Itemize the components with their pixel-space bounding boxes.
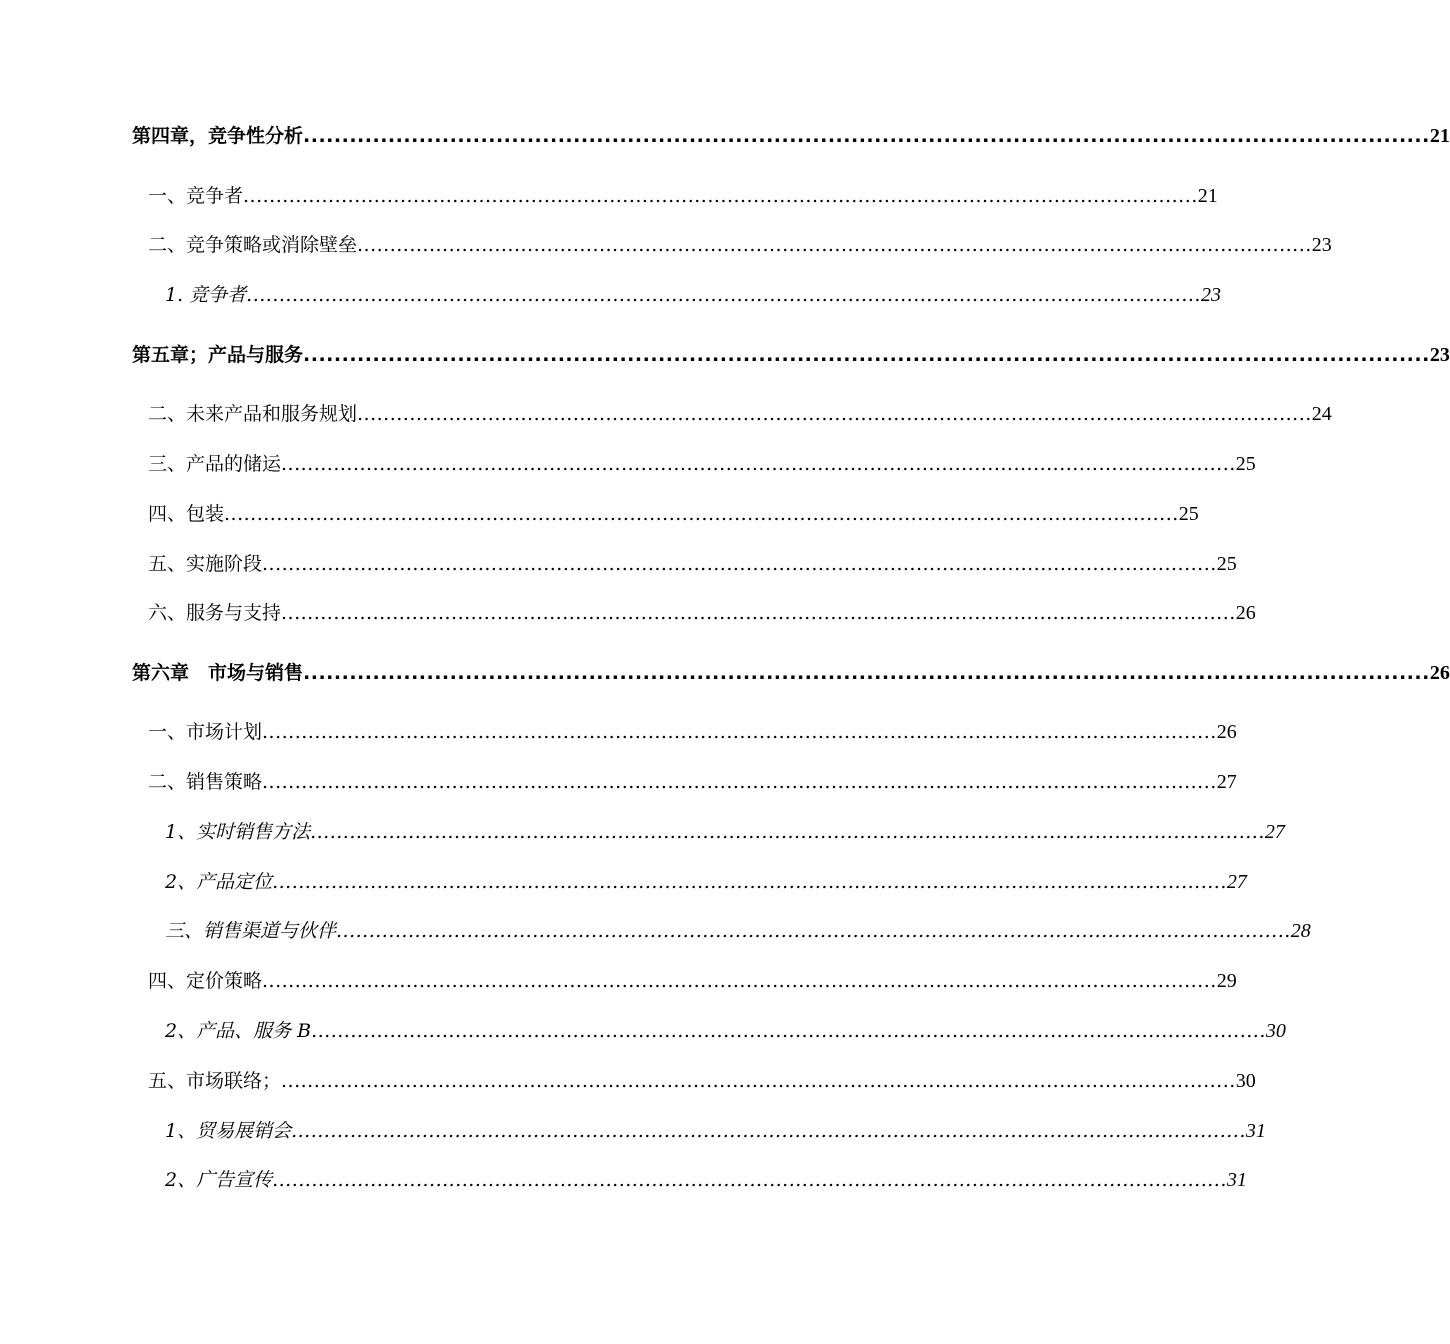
toc-entry-label: 一、市场计划 [148, 721, 263, 743]
dot-leader: .................................................................................................................................................. [310, 821, 1265, 843]
dot-leader: .................................................................................................................................................. [281, 453, 1236, 475]
toc-entry-page: 27 [1264, 821, 1285, 843]
toc-entry-label: 第五章；产品与服务 [132, 344, 304, 366]
toc-entry-page: 25 [1216, 553, 1237, 575]
toc-entry-label: 1、实时销售方法 [165, 821, 311, 843]
toc-entry[interactable] [148, 717, 1237, 747]
toc-entry-page: 23 [1429, 344, 1450, 366]
toc-entry[interactable] [148, 181, 1218, 211]
toc-entry-label: 一、竞争者 [148, 185, 244, 207]
toc-entry-page: 30 [1265, 1020, 1286, 1042]
toc-entry[interactable] [148, 598, 1256, 628]
toc-entry-page: 23 [1200, 284, 1221, 306]
dot-leader: .................................................................................................................................................. [281, 602, 1236, 624]
toc-entry[interactable] [148, 449, 1256, 479]
toc-entry[interactable] [165, 1165, 1247, 1195]
toc-entry-page: 26 [1216, 721, 1237, 743]
toc-entry-page: 21 [1429, 125, 1450, 147]
toc-entry-label: 五、实施阶段 [148, 553, 263, 575]
dot-leader: .................................................................................................................................................. [303, 125, 1430, 147]
toc-entry-label: 2、广告宣传 [165, 1169, 273, 1191]
dot-leader: .................................................................................................................................................. [303, 662, 1430, 684]
dot-leader: .................................................................................................................................................. [272, 871, 1227, 893]
toc-entry-label: 2、产品定位 [165, 871, 273, 893]
toc-entry-page: 27 [1216, 771, 1237, 793]
toc-entry-label: 二、未来产品和服务规划 [148, 403, 358, 425]
dot-leader: .................................................................................................................................................. [281, 1070, 1236, 1092]
toc-entry-page: 21 [1197, 185, 1218, 207]
dot-leader: .................................................................................................................................................. [246, 284, 1201, 306]
dot-leader: .................................................................................................................................................. [262, 721, 1217, 743]
toc-entry[interactable] [165, 817, 1285, 847]
toc-entry-page: 26 [1235, 602, 1256, 624]
dot-leader: .................................................................................................................................................. [311, 1020, 1266, 1042]
toc-entry-label: 四、定价策略 [148, 970, 263, 992]
dot-leader: .................................................................................................................................................. [357, 234, 1312, 256]
toc-entry-label: 六、服务与支持 [148, 602, 282, 624]
toc-entry[interactable] [165, 280, 1221, 310]
toc-entry-label: 三、销售渠道与伙伴 [165, 920, 337, 942]
dot-leader: .................................................................................................................................................. [243, 185, 1198, 207]
toc-entry[interactable] [148, 1066, 1256, 1096]
dot-leader: .................................................................................................................................................. [357, 403, 1312, 425]
toc-entry-label: 2、产品、服务 B [165, 1020, 312, 1042]
toc-entry-label: 三、产品的储运 [148, 453, 282, 475]
dot-leader: .................................................................................................................................................. [262, 553, 1217, 575]
toc-entry-label: 1. 竞争者 [165, 284, 247, 306]
toc-entry[interactable] [148, 966, 1237, 996]
toc-entry-label: 五、市场联络； [148, 1070, 282, 1092]
dot-leader: .................................................................................................................................................. [291, 1120, 1246, 1142]
toc-entry-page: 25 [1235, 453, 1256, 475]
toc-entry[interactable] [148, 549, 1237, 579]
dot-leader: .................................................................................................................................................. [336, 920, 1291, 942]
dot-leader: .................................................................................................................................................. [224, 503, 1179, 525]
toc-entry-page: 25 [1178, 503, 1199, 525]
toc-entry-label: 1、贸易展销会 [165, 1120, 292, 1142]
toc-entry-page: 31 [1226, 1169, 1247, 1191]
toc-entry-page: 27 [1226, 871, 1247, 893]
toc-entry-page: 28 [1290, 920, 1311, 942]
toc-entry-page: 23 [1311, 234, 1332, 256]
toc-entry[interactable] [165, 1116, 1266, 1146]
toc-entry[interactable] [132, 121, 1450, 151]
dot-leader: .................................................................................................................................................. [303, 344, 1430, 366]
toc-entry[interactable] [148, 499, 1199, 529]
toc-entry[interactable] [148, 230, 1332, 260]
dot-leader: .................................................................................................................................................. [262, 771, 1217, 793]
toc-entry-page: 30 [1235, 1070, 1256, 1092]
dot-leader: .................................................................................................................................................. [272, 1169, 1227, 1191]
toc-entry-label: 二、竞争策略或消除壁垒 [148, 234, 358, 256]
toc-entry[interactable] [165, 916, 1311, 946]
toc-entry-page: 31 [1245, 1120, 1266, 1142]
toc-entry[interactable] [148, 399, 1332, 429]
toc-entry-label: 第四章，竞争性分析 [132, 125, 304, 147]
toc-entry-page: 26 [1429, 662, 1450, 684]
toc-entry-page: 24 [1311, 403, 1332, 425]
toc-entry-label: 第六章 市场与销售 [132, 662, 304, 684]
toc-entry-label: 四、包装 [148, 503, 225, 525]
toc-entry[interactable] [148, 767, 1237, 797]
toc-entry[interactable] [165, 867, 1247, 897]
toc-entry[interactable] [132, 658, 1450, 688]
dot-leader: .................................................................................................................................................. [262, 970, 1217, 992]
toc-entry[interactable] [132, 340, 1450, 370]
toc-entry-page: 29 [1216, 970, 1237, 992]
toc-entry[interactable] [165, 1016, 1286, 1046]
toc-entry-label: 二、销售策略 [148, 771, 263, 793]
